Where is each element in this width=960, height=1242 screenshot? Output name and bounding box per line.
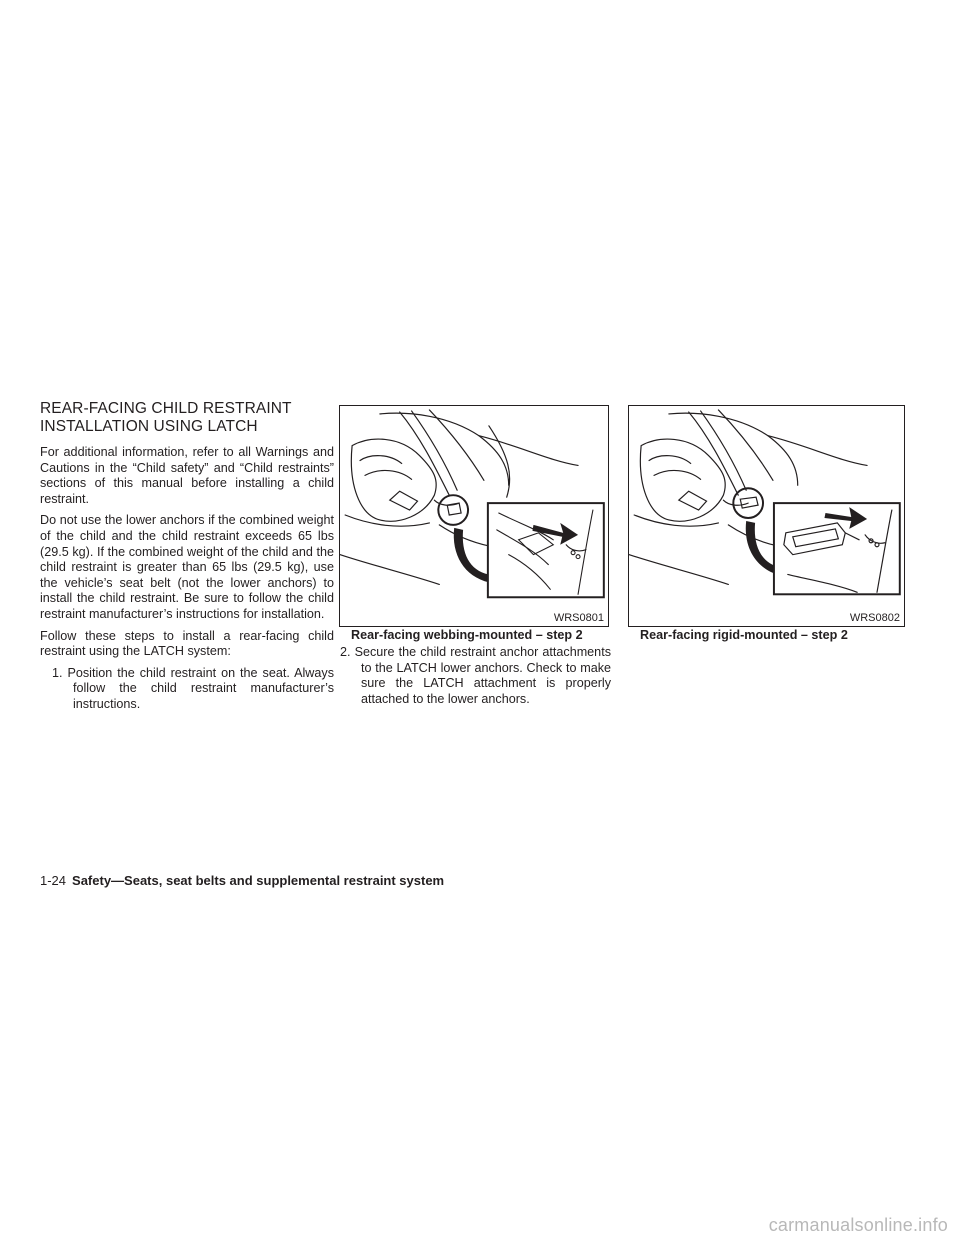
chapter-title: Safety—Seats, seat belts and supplemental restraint system bbox=[72, 873, 445, 888]
figure-code: WRS0801 bbox=[553, 612, 604, 624]
middle-column bbox=[339, 405, 611, 707]
figure-caption: Rear-facing rigid-mounted – step 2 bbox=[640, 628, 848, 642]
page-number: 1-24 bbox=[40, 873, 67, 888]
figure-caption: Rear-facing webbing-mounted – step 2 bbox=[351, 628, 583, 642]
figure-webbing-mounted bbox=[339, 405, 609, 627]
intro-paragraph: For additional information, refer to all Warnings and Cautions in the “Child safety” and “Child restraints” sections of this manual before installing a child restraint. bbox=[40, 445, 334, 506]
figure-rigid-mounted bbox=[628, 405, 905, 627]
page-footer bbox=[40, 873, 444, 889]
step-1: 1. Position the child restraint on the seat. Always follow the child restraint manufacturer’s instructions. bbox=[52, 665, 334, 711]
step-2: 2. Secure the child restraint anchor attachments to the LATCH lower anchors. Check to make sure the LATCH attachment is properly attached to the lower anchors. bbox=[340, 645, 611, 706]
right-column bbox=[628, 405, 906, 643]
section-title: REAR-FACING CHILD RESTRAINT INSTALLATION USING LATCH bbox=[40, 400, 292, 435]
watermark: carmanualsonline.info bbox=[768, 1215, 948, 1235]
illustration-webbing-mounted bbox=[340, 406, 608, 626]
illustration-rigid-mounted bbox=[629, 406, 904, 626]
weight-limit-paragraph: Do not use the lower anchors if the combined weight of the child and the child restraint exceeds 65 lbs (29.5 kg). If the combined weight of the child and the child restraint is greater than 65 lbs (29.5 kg), use the vehicle’s seat belt (not the lower anchors) to install the child restraint. Be sure to follow the child restraint manufacturer’s instructions for installation. bbox=[40, 513, 334, 621]
figure-code: WRS0802 bbox=[849, 612, 900, 624]
steps-intro-paragraph: Follow these steps to install a rear-facing child restraint using the LATCH system: bbox=[40, 628, 334, 659]
left-column bbox=[40, 400, 334, 713]
